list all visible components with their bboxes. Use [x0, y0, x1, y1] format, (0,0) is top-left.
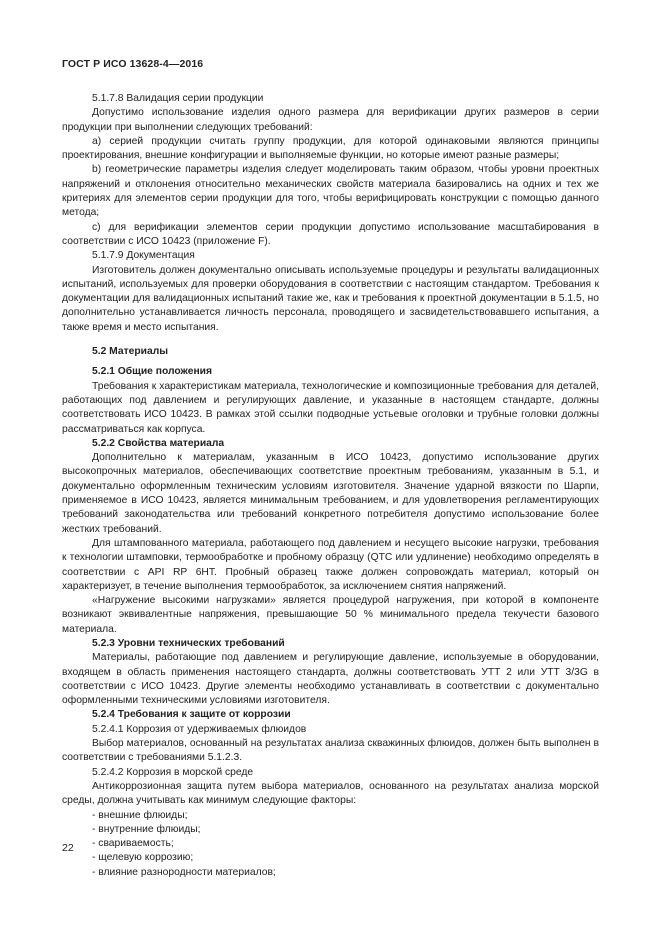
page-number: 22 — [62, 842, 74, 854]
section-heading-5-2: 5.2 Материалы — [92, 346, 169, 358]
paragraph: Выбор материалов, основанный на результатах анализа скважинных флюидов, должен быть выполнен в соответствии с требованиями 5.1.2.3. — [62, 738, 599, 764]
factor-list-item: - внутренние флюиды; — [92, 823, 201, 835]
list-item-c: c) для верификации элементов серии продукции допустимо использование масштабирования в соответствии с ИСО 10423 (приложение F). — [62, 221, 599, 247]
factor-list-item: - внешние флюиды; — [92, 809, 188, 821]
paragraph: Требования к характеристикам материала, технологические и композиционные требования для деталей, работающих под давлением и регулирующих давление, и указанные в настоящем стандарте, должны соответствовать ИСО 10423. В рамках этой ссылки подводные устьевые оголовки и трубные головки должны рассматриваться как корпуса. — [62, 380, 599, 435]
paragraph: «Нагружение высокими нагрузками» является процедурой нагружения, при которой в компоненте возникают эквивалентные напряжения, превышающие 50 % минимального предела текучести базового материала. — [62, 595, 599, 635]
heading-5-1-7-8: 5.1.7.8 Валидация серии продукции — [92, 93, 264, 104]
list-item-a: а) серией продукции считать группу продукции, для которой одинаковыми являются принципы проектирования, внешние конфигурации и выполняемые функции, но которые имеют разные размеры; — [62, 135, 599, 162]
paragraph: Дополнительно к материалам, указанным в ИСО 10423, допустимо использование других высокопрочных материалов, обеспечивающих соответствие проектным требованиям, указанным в 5.1, и документально оформленным техническим условиям изготовителя. Значение ударной вязкости по Шарпи, применяемое в ИСО 10423, является минимальным требованием, и для удовлетворения регламентирующих требований законодательства или требований конкретного потребителя допустимо использование более жестких требований. — [62, 452, 599, 535]
factor-list-item: - свариваемость; — [92, 838, 174, 850]
paragraph: Антикоррозионная защита путем выбора материалов, основанного на результатах анализа морской среды, должна учитывать как минимум следующие факторы: — [62, 780, 599, 807]
paragraph: Для штампованного материала, работающего под давлением и несущего высокие нагрузки, требования к технологии штамповки, термообработке и пробному образцу (QTC или удлинение) необходимо определять в соответствии с API RP 6HT. Пробный образец также должен сопровождать материал, который он характеризует, в течение выполнения термообработок, за исключением снятия напряжений. — [62, 537, 599, 592]
document-header: ГОСТ Р ИСО 13628-4—2016 — [62, 58, 204, 70]
subsection-heading-5-2-3: 5.2.3 Уровни технических требований — [92, 637, 285, 649]
heading-5-1-7-9: 5.1.7.9 Документация — [92, 250, 195, 262]
paragraph: Изготовитель должен документально описывать используемые процедуры и результаты валидационных испытаний, используемых для проверки оборудования в соответствии с настоящим стандартом. Требования к документации для валидационных испытаний такие же, как и требования к проектной документации в 5.1.5, но дополнительно устанавливается личность персонала, проводящего и засвидетельствовавшего испытания, а также время и место испытания. — [62, 264, 599, 333]
subsection-heading-5-2-4: 5.2.4 Требования к защите от коррозии — [92, 709, 291, 721]
subsection-heading-5-2-1: 5.2.1 Общие положения — [92, 366, 212, 378]
factor-list-item: - влияние разнородности материалов; — [92, 866, 276, 878]
heading-5-2-4-1: 5.2.4.1 Коррозия от удерживаемых флюидов — [92, 723, 307, 735]
heading-5-2-4-2: 5.2.4.2 Коррозия в морской среде — [92, 766, 254, 778]
paragraph: Материалы, работающие под давлением и регулирующие давление, используемые в оборудовании, входящем в область применения настоящего стандарта, должны соответствовать УТТ 2 или УТТ 3/3G в соответствии с ИСО 10423. Другие элементы необходимо устанавливать в соответствии с документально оформленными техническими условиями изготовителя. — [62, 652, 599, 707]
list-item-b: b) геометрические параметры изделия следует моделировать таким образом, чтобы уровни проектных напряжений и отклонения относительно механических свойств материала базировались на одних и тех же критериях для элементов серии продукции для того, чтобы верифицировать конструкции с помощью данного метода; — [62, 164, 599, 219]
subsection-heading-5-2-2: 5.2.2 Свойства материала — [92, 437, 225, 449]
page-body — [62, 92, 599, 880]
factor-list-item: - щелевую коррозию; — [92, 852, 194, 864]
paragraph: Допустимо использование изделия одного размера для верификации других размеров в серии продукции при выполнении следующих требований: — [62, 107, 599, 133]
